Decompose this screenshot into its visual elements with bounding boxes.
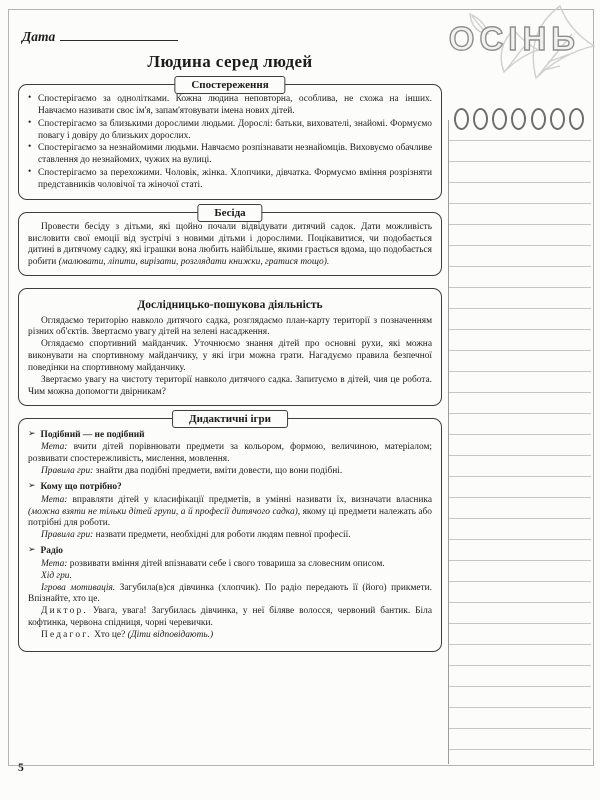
page-number: 5 bbox=[18, 762, 24, 774]
motivation-label: Ігрова мотивація. bbox=[41, 582, 116, 593]
binder-rings bbox=[450, 108, 588, 130]
section-research bbox=[18, 288, 442, 405]
bullet-icon: • bbox=[28, 93, 32, 103]
observations-header: Спостереження bbox=[174, 76, 285, 94]
rules-label: Правила гри: bbox=[41, 530, 94, 541]
notebook-panel bbox=[448, 120, 591, 764]
binder-ring-icon bbox=[550, 108, 565, 130]
observations-list bbox=[28, 94, 432, 192]
game-goal bbox=[28, 442, 432, 466]
game-flow bbox=[28, 571, 432, 583]
goal-label: Мета: bbox=[41, 558, 68, 569]
list-item bbox=[28, 168, 432, 192]
main-column bbox=[18, 52, 442, 664]
game-item bbox=[28, 429, 432, 478]
goal-label: Мета: bbox=[41, 494, 68, 505]
page-title: Людина серед людей bbox=[147, 52, 313, 71]
teacher-text: Хто це? bbox=[94, 630, 128, 641]
observation-text: Спостерігаємо за однолітками. Кожна людина неповторна, особлива, не схожа на інших. Навчаємо називати своє ім'я, запам'ятовувати імена нових дітей. bbox=[38, 94, 432, 116]
game-title-row bbox=[28, 481, 432, 494]
game-title: Радіо bbox=[40, 546, 63, 557]
arrow-icon: ➢ bbox=[28, 479, 36, 490]
bullet-icon: • bbox=[28, 117, 32, 128]
speaker-name: Педагог. bbox=[41, 630, 92, 641]
game-title-row bbox=[28, 545, 432, 558]
goal-text: , якому ці предмети належать або потрібні для роботи. bbox=[28, 506, 432, 529]
research-paragraph: Оглядаємо спортивний майданчик. Уточнюємо знання дітей про основні рухи, які можна виконувати на спортивному майданчику, у які ігри можна грати. Нагадуємо правила безпечної поведінки на спортивному майданчику. bbox=[28, 339, 432, 373]
binder-ring-icon bbox=[454, 108, 469, 130]
rules-text: назвати предмети, необхідні для роботи людям певної професії. bbox=[95, 530, 351, 541]
game-title-row bbox=[28, 429, 432, 442]
arrow-icon: ➢ bbox=[28, 544, 36, 555]
date-label: Дата bbox=[22, 29, 56, 44]
goal-text: вправляти дітей у класифікації предметів, в умінні називати їх, визначати власника bbox=[72, 494, 433, 505]
flow-label: Хід гри. bbox=[41, 570, 72, 581]
list-item bbox=[28, 119, 432, 143]
conversation-italic: (малювати, ліпити, вирізати, розглядати книжки, гратися тощо). bbox=[58, 257, 330, 268]
section-observations bbox=[18, 79, 442, 200]
bullet-icon: • bbox=[28, 167, 32, 178]
list-item bbox=[28, 94, 432, 118]
bullet-icon: • bbox=[28, 142, 32, 153]
game-rules bbox=[28, 530, 432, 542]
rules-label: Правила гри: bbox=[41, 466, 94, 477]
binder-ring-icon bbox=[492, 108, 507, 130]
game-motivation bbox=[28, 583, 432, 607]
binder-ring-icon bbox=[473, 108, 488, 130]
speaker-name: Диктор. bbox=[41, 606, 88, 617]
arrow-icon: ➢ bbox=[28, 427, 36, 438]
date-line bbox=[22, 28, 178, 45]
motivation-text: Загубила(в)ся дівчинка (хлопчик). По радіо передають її (його) прикмети. Впізнайте, хто це. bbox=[28, 582, 432, 605]
teacher-aside: (Діти відповідають.) bbox=[127, 630, 214, 641]
rules-text: знайти два подібні предмети, вміти довести, що вони подібні. bbox=[95, 466, 343, 477]
research-header: Дослідницько-пошукова діяльність bbox=[137, 299, 323, 312]
observation-text: Спостерігаємо за незнайомими людьми. Навчаємо розпізнавати незнайомців. Виховуємо обачливе ставлення до незнайомих, чужих на вулиці. bbox=[38, 143, 432, 166]
game-item bbox=[28, 481, 432, 542]
game-goal bbox=[28, 495, 432, 531]
binder-ring-icon bbox=[531, 108, 546, 130]
conversation-body: Провести бесіду з дітьми, які щойно почали відвідувати дитячий садок. Дати можливість висловити свої емоції від зустрічі з новими дітьми і дорослими. Поцікавитися, чи подобається дитині в дитячому садку, які іграшки вона любить найбільше, якими грається вдома, що подобається робити bbox=[28, 221, 432, 268]
game-item bbox=[28, 545, 432, 642]
binder-ring-icon bbox=[569, 108, 584, 130]
goal-text: вчити дітей порівнювати предмети за кольором, формою, величиною, матеріалом; розвивати спостережливість, мислення, мовлення. bbox=[28, 442, 433, 465]
binder-ring-icon bbox=[511, 108, 526, 130]
research-paragraph: Звертаємо увагу на чистоту території навколо дитячого садка. Запитуємо в дітей, чия це робота. Чим можна допомогти двірникам? bbox=[28, 374, 432, 397]
game-announcer bbox=[28, 606, 432, 630]
section-conversation bbox=[18, 206, 442, 276]
goal-label: Мета: bbox=[41, 442, 68, 453]
observation-text: Спостерігаємо за перехожими. Чоловік, жінка. Хлопчики, дівчатка. Формуємо вміння розрізняти представників чоловічої та жіночої статі. bbox=[38, 168, 432, 190]
research-paragraph: Оглядаємо територію навколо дитячого садка, розглядаємо план-карту території з позначенням різних об'єктів. Звертаємо увагу дітей на зелені насадження. bbox=[28, 315, 432, 338]
game-title: Подібний — не подібний bbox=[40, 429, 145, 440]
game-teacher bbox=[28, 630, 432, 642]
goal-italic: (можна взяти не тільки дітей групи, а й професії дитячого садка) bbox=[28, 506, 298, 517]
game-title: Кому що потрібно? bbox=[40, 481, 122, 492]
season-title: ОСІНЬ bbox=[448, 20, 580, 57]
announcer-text: Увага, увага! Загубилась дівчинка, у неї біляве волосся, червоний бантик. Біла кофтинка, червона спідниця, чорні черевички. bbox=[28, 606, 433, 629]
conversation-text bbox=[28, 222, 432, 269]
game-goal bbox=[28, 559, 432, 571]
conversation-header: Бесіда bbox=[197, 204, 262, 222]
games-header: Дидактичні ігри bbox=[172, 410, 288, 428]
section-games bbox=[18, 412, 442, 652]
game-rules bbox=[28, 466, 432, 478]
list-item bbox=[28, 143, 432, 167]
goal-text: розвивати вміння дітей впізнавати себе і свого товариша за словесним описом. bbox=[69, 558, 385, 569]
observation-text: Спостерігаємо за близькими дорослими людьми. Дорослі: батьки, вихователі, знайомі. Формуємо повагу і довіру до близьких дорослих. bbox=[38, 118, 432, 141]
date-blank bbox=[60, 28, 178, 41]
